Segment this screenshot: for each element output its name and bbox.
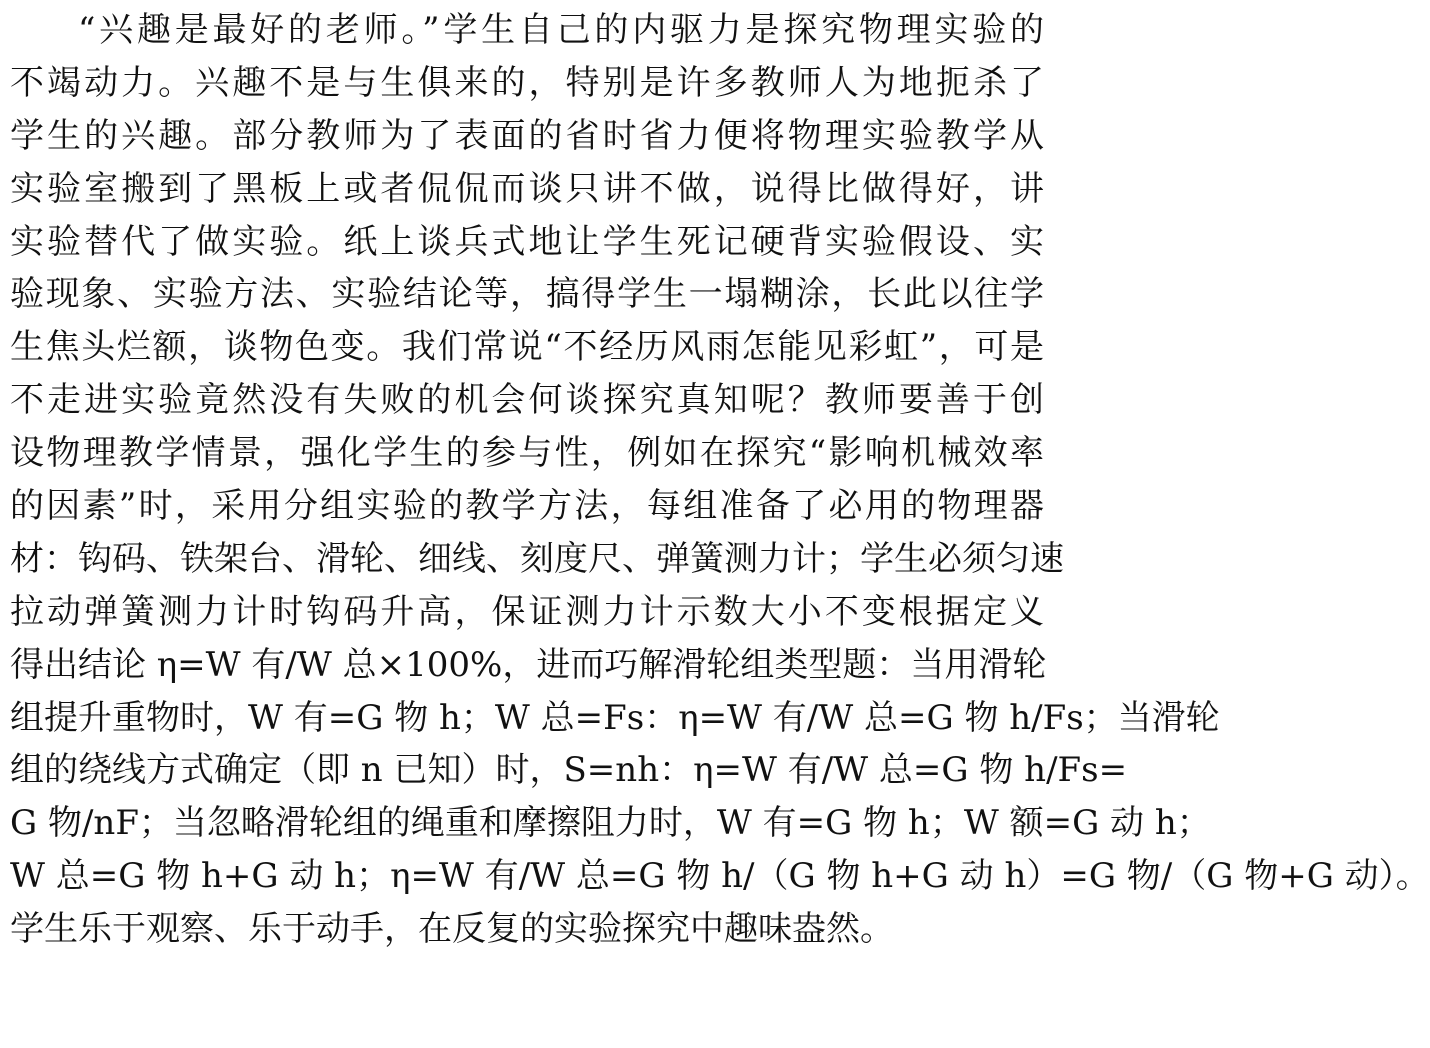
text-line: 的因素”时，采用分组实验的教学方法，每组准备了必用的物理器 bbox=[10, 486, 1044, 527]
paragraph bbox=[10, 4, 1430, 956]
text-line: G 物/nF；当忽略滑轮组的绳重和摩擦阻力时，W 有=G 物 h；W 额=G 动 h； bbox=[10, 803, 1211, 844]
text-line: 组的绕线方式确定（即 n 已知）时，S=nh：η=W 有/W 总=G 物 h/Fs= bbox=[10, 750, 1128, 791]
text-line: 设物理教学情景，强化学生的参与性，例如在探究“影响机械效率 bbox=[10, 433, 1044, 474]
text-line: 学生乐于观察、乐于动手，在反复的实验探究中趣味盎然。 bbox=[10, 909, 894, 950]
text-line: “兴趣是最好的老师。”学生自己的内驱力是探究物理实验的 bbox=[78, 10, 1044, 50]
text-line: W 总=G 物 h+G 动 h；η=W 有/W 总=G 物 h/（G 物 h+G 动 h）=G 物/（G 物+G 动）。 bbox=[10, 856, 1430, 897]
text-line: 拉动弹簧测力计时钩码升高，保证测力计示数大小不变根据定义 bbox=[10, 591, 1044, 632]
text-line: 生焦头烂额，谈物色变。我们常说“不经历风雨怎能见彩虹”，可是 bbox=[10, 327, 1044, 368]
text-line: 得出结论 η=W 有/W 总×100%，进而巧解滑轮组类型题：当用滑轮 bbox=[10, 644, 1047, 685]
text-line: 实验替代了做实验。纸上谈兵式地让学生死记硬背实验假设、实 bbox=[10, 221, 1044, 262]
text-line: 实验室搬到了黑板上或者侃侃而谈只讲不做，说得比做得好，讲 bbox=[10, 168, 1044, 209]
text-line: 学生的兴趣。部分教师为了表面的省时省力便将物理实验教学从 bbox=[10, 115, 1044, 156]
text-line: 验现象、实验方法、实验结论等，搞得学生一塌糊涂，长此以往学 bbox=[10, 274, 1044, 315]
text-line: 材：钩码、铁架台、滑轮、细线、刻度尺、弹簧测力计；学生必须匀速 bbox=[10, 538, 1064, 579]
text-line: 不走进实验竟然没有失败的机会何谈探究真知呢？教师要善于创 bbox=[10, 380, 1044, 421]
text-line: 组提升重物时，W 有=G 物 h；W 总=Fs：η=W 有/W 总=G 物 h/Fs；当滑轮 bbox=[10, 697, 1220, 738]
text-line: 不竭动力。兴趣不是与生俱来的，特别是许多教师人为地扼杀了 bbox=[10, 62, 1044, 103]
